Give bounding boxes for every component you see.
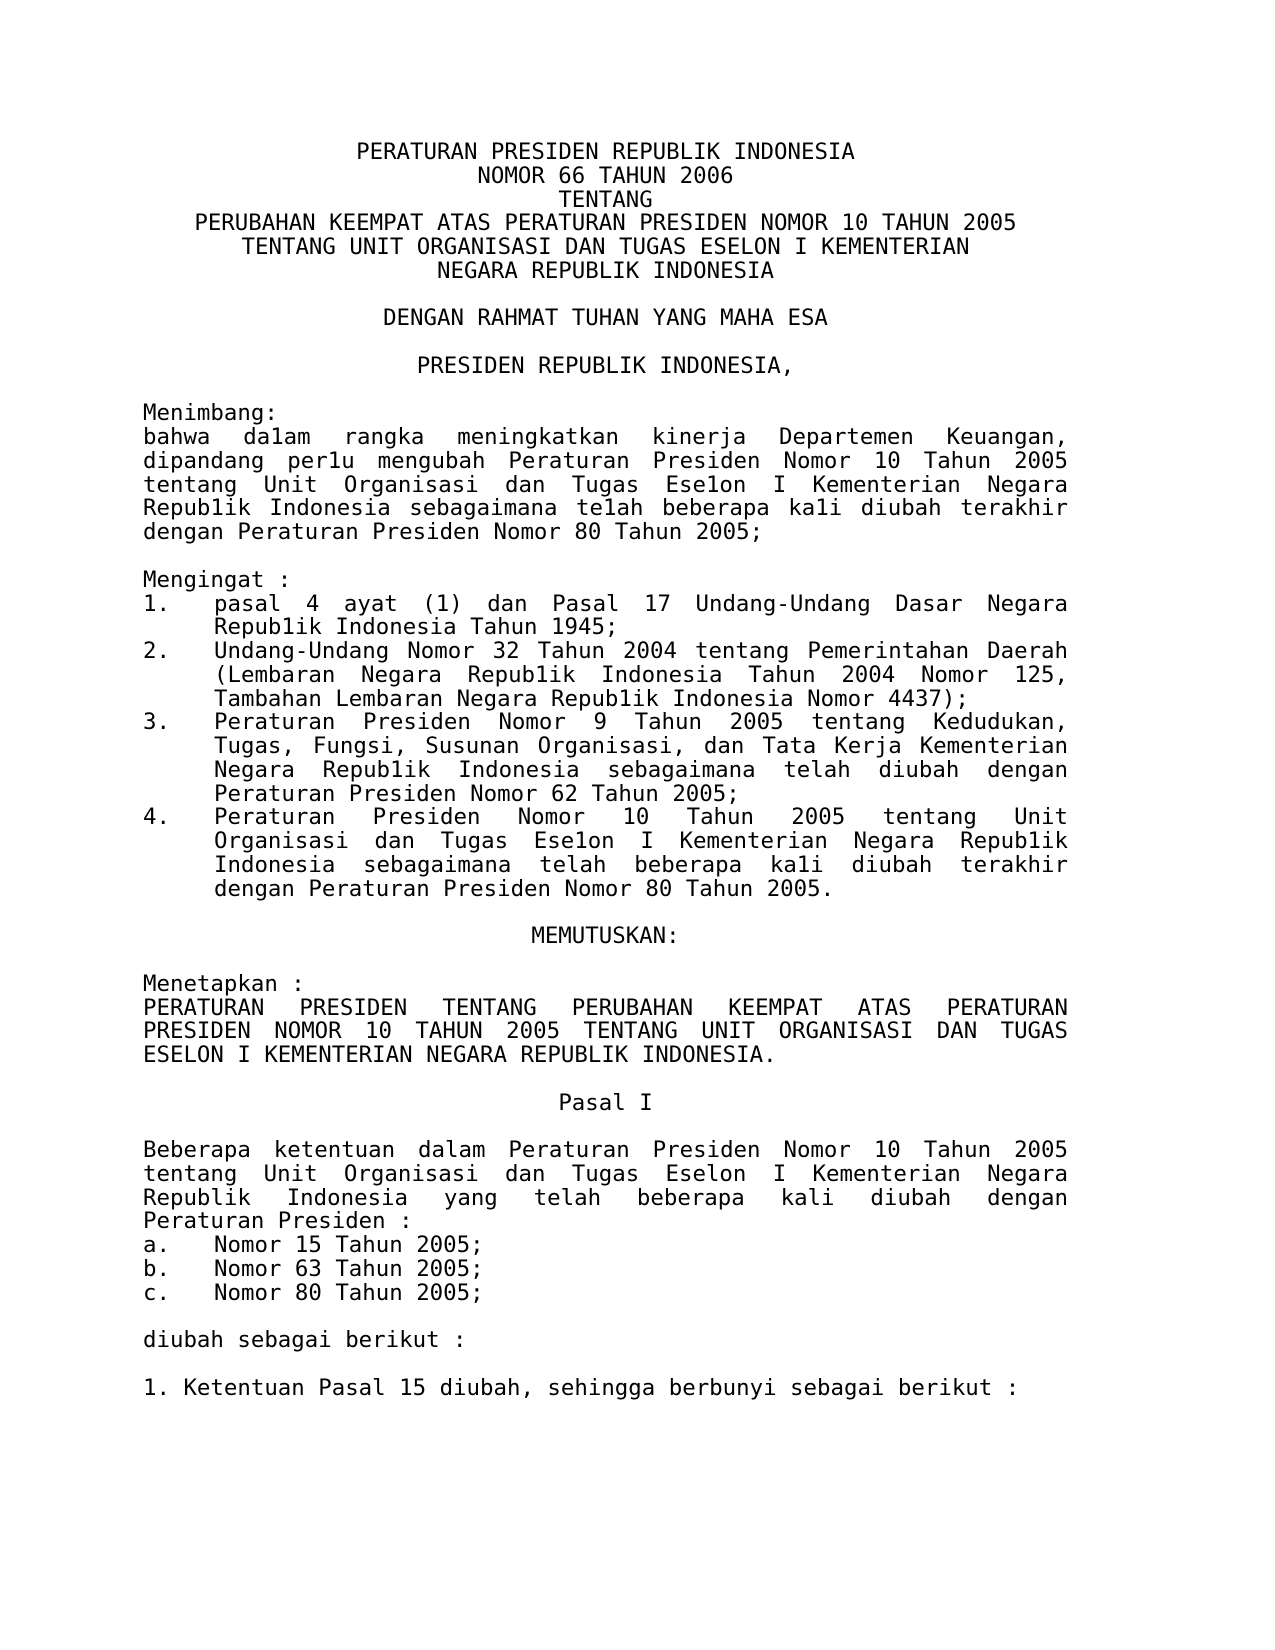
item-line: Negara Repub1ik Indonesia sebagaimana telah diubah dengan (214, 756, 1068, 783)
item-number: 2. (143, 638, 170, 665)
document-page (143, 141, 1068, 1401)
closing-line: diubah sebagai berikut : (143, 1327, 467, 1354)
item-line: Tugas, Fungsi, Susunan Organisasi, dan Tata Kerja Kementerian (214, 733, 1068, 760)
title-line: PERUBAHAN KEEMPAT ATAS PERATURAN PRESIDEN NOMOR 10 TAHUN 2005 (194, 210, 1017, 237)
list-item (143, 1234, 1068, 1258)
paragraph-line: Peraturan Presiden : (143, 1208, 413, 1235)
section-label: Mengingat : (143, 566, 292, 593)
title-line: NEGARA REPUBLIK INDONESIA (436, 257, 774, 284)
item-line: Peraturan Presiden Nomor 9 Tahun 2005 tentang Kedudukan, (214, 709, 1068, 736)
paragraph-line: ESELON I KEMENTERIAN NEGARA REPUBLIK INDONESIA. (143, 1042, 777, 1069)
menimbang-section (143, 402, 1068, 545)
list-item (143, 1255, 1068, 1282)
paragraph-line: tentang Unit Organisasi dan Tugas Ese1on I Kementerian Negara (143, 471, 1068, 498)
list-item (143, 640, 1068, 711)
paragraph-line: bahwa da1am rangka meningkatkan kinerja Departemen Keuangan, (143, 424, 1068, 451)
paragraph-line: PRESIDEN NOMOR 10 TAHUN 2005 TENTANG UNIT ORGANISASI DAN TUGAS (143, 1018, 1068, 1045)
list-item (143, 590, 1068, 641)
item-text: Nomor 80 Tahun 2005; (214, 1279, 484, 1306)
section-label: Menimbang: (143, 400, 278, 427)
pasal-section (143, 1139, 1068, 1400)
item-line: dengan Peraturan Presiden Nomor 80 Tahun 2005. (214, 875, 835, 902)
president-heading: PRESIDEN REPUBLIK INDONESIA, (416, 352, 795, 379)
document-title (143, 141, 1068, 284)
item-letter: c. (143, 1279, 170, 1306)
paragraph-line: PERATURAN PRESIDEN TENTANG PERUBAHAN KEEMPAT ATAS PERATURAN (143, 994, 1068, 1021)
item-letter: b. (143, 1255, 170, 1282)
item-letter: a. (143, 1232, 170, 1259)
item-line: Repub1ik Indonesia Tahun 1945; (214, 614, 619, 641)
list-item (143, 711, 1068, 806)
title-line: TENTANG UNIT ORGANISASI DAN TUGAS ESELON I KEMENTERIAN (241, 234, 970, 261)
pasal-heading: Pasal I (558, 1089, 653, 1116)
item-line: (Lembaran Negara Repub1ik Indonesia Tahun 2004 Nomor 125, (214, 661, 1068, 688)
title-line: PERATURAN PRESIDEN REPUBLIK INDONESIA (356, 139, 855, 165)
item-line: Indonesia sebagaimana telah beberapa ka1i diubah terakhir (214, 851, 1068, 878)
item-text: Nomor 63 Tahun 2005; (214, 1255, 484, 1282)
item-line: Tambahan Lembaran Negara Repub1ik Indonesia Nomor 4437); (214, 685, 969, 712)
item-number: 3. (143, 709, 170, 736)
item-number: 4. (143, 804, 170, 831)
item-line: Peraturan Presiden Nomor 10 Tahun 2005 tentang Unit (214, 804, 1068, 831)
mengingat-section (143, 566, 1068, 902)
item-text: Nomor 15 Tahun 2005; (214, 1232, 484, 1259)
memutuskan-heading: MEMUTUSKAN: (531, 923, 680, 950)
list-item (143, 1279, 1068, 1306)
item-line: pasal 4 ayat (1) dan Pasal 17 Undang-Undang Dasar Negara (214, 590, 1068, 617)
point-1: 1. Ketentuan Pasal 15 diubah, sehingga berbunyi sebagai berikut : (143, 1374, 1020, 1401)
paragraph-line: Republik Indonesia yang telah beberapa kali diubah dengan (143, 1184, 1068, 1211)
invocation: DENGAN RAHMAT TUHAN YANG MAHA ESA (383, 305, 828, 332)
item-line: Peraturan Presiden Nomor 62 Tahun 2005; (214, 780, 740, 807)
paragraph-line: dengan Peraturan Presiden Nomor 80 Tahun 2005; (143, 519, 764, 546)
paragraph-line: tentang Unit Organisasi dan Tugas Eselon I Kementerian Negara (143, 1160, 1068, 1187)
item-number: 1. (143, 590, 170, 617)
paragraph-line: Beberapa ketentuan dalam Peraturan Presiden Nomor 10 Tahun 2005 (143, 1137, 1068, 1164)
paragraph-line: dipandang per1u mengubah Peraturan Presiden Nomor 10 Tahun 2005 (143, 447, 1068, 474)
paragraph-line: Repub1ik Indonesia sebagaimana te1ah beberapa ka1i diubah terakhir (143, 495, 1068, 522)
item-line: Undang-Undang Nomor 32 Tahun 2004 tentang Pemerintahan Daerah (214, 638, 1068, 665)
title-line: NOMOR 66 TAHUN 2006 (477, 162, 734, 189)
menetapkan-section (143, 970, 1068, 1069)
list-item (143, 806, 1068, 901)
item-line: Organisasi dan Tugas Ese1on I Kementerian Negara Repub1ik (214, 828, 1068, 855)
title-line: TENTANG (558, 186, 653, 213)
section-label: Menetapkan : (143, 970, 305, 997)
